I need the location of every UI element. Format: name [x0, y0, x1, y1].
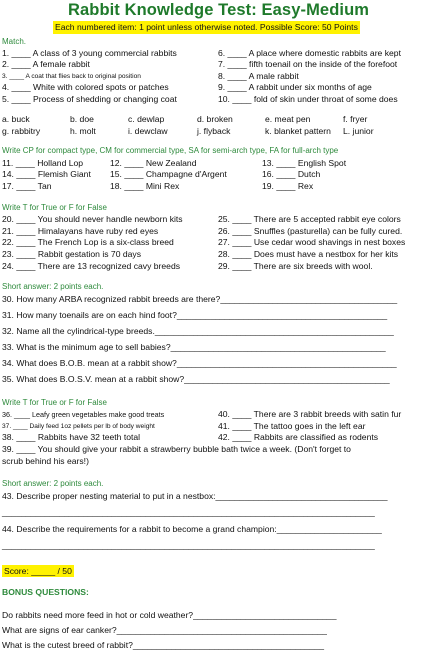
answer-line[interactable]: ______________________	[276, 524, 382, 534]
question-text: What is the cutest breed of rabbit?	[2, 640, 133, 650]
tf-item: 39. ____ You should give your rabbit a strawberry bubble bath twice a week. (Don't forget to	[2, 444, 351, 454]
match-item: 2. ____ A female rabbit	[2, 59, 90, 69]
match-item: 7. ____ fifth toenail on the inside of the forefoot	[218, 59, 398, 69]
tf-item: 26. ____ Snuffles (pasturella) can be fully cured.	[218, 226, 403, 236]
type-item: 13. ____ English Spot	[262, 158, 347, 168]
bonus-item	[2, 625, 327, 636]
match-choice: g. rabbitry	[2, 126, 41, 136]
scoring-note: Each numbered item: 1 point unless otherwise noted. Possible Score: 50 Points	[55, 22, 358, 32]
match-choice: h. molt	[70, 126, 96, 136]
tf-item: 24. ____ There are 13 recognized cavy breeds	[2, 261, 181, 271]
answer-line[interactable]: ______________________________	[193, 610, 337, 620]
answer-line[interactable]: _____________________________________	[220, 294, 398, 304]
match-choice: i. dewclaw	[128, 126, 168, 136]
question-text: 31. How many toenails are on each hind foot?	[2, 310, 177, 320]
type-item: 16. ____ Dutch	[262, 169, 321, 179]
match-choice: k. blanket pattern	[265, 126, 331, 136]
type-instruction: Write CP for compact type, CM for commercial type, SA for semi-arch type, FA for full-arch type	[2, 146, 339, 155]
match-choice: f. fryer	[343, 114, 368, 124]
question-text: What are signs of ear canker?	[2, 625, 117, 635]
tf-item: 41. ____ The tattoo goes in the left ear	[218, 421, 366, 431]
question-text: 35. What does B.O.S.V. mean at a rabbit show?	[2, 374, 185, 384]
match-item: 1. ____ A class of 3 young commercial rabbits	[2, 48, 177, 58]
tf-item: 25. ____ There are 5 accepted rabbit eye colors	[218, 214, 401, 224]
tf-instruction: Write T for True or F for False	[2, 203, 107, 212]
tf-item: 22. ____ The French Lop is a six-class breed	[2, 237, 174, 247]
score-field[interactable]: Score: _____ / 50	[4, 566, 72, 576]
short-answer-item	[2, 294, 397, 305]
match-choice: d. broken	[197, 114, 233, 124]
match-choice: c. dewlap	[128, 114, 165, 124]
bonus-item	[2, 610, 336, 621]
answer-line[interactable]: ______________________________________________	[176, 358, 397, 368]
tf-item: 37. ____ Daily feed 1oz pellets per lb of body weight	[2, 423, 155, 430]
type-item: 14. ____ Flemish Giant	[2, 169, 91, 179]
short-answer-item	[2, 358, 397, 369]
match-item: 3. ____ A coat that flies back to original position	[2, 73, 141, 80]
answer-line[interactable]: ________________________________________	[132, 640, 325, 650]
question-text: 32. Name all the cylindrical-type breeds.	[2, 326, 155, 336]
answer-line[interactable]: ______________________________________________________________________________	[2, 507, 375, 517]
short-answer-item	[2, 342, 386, 353]
type-item: 11. ____ Holland Lop	[2, 158, 84, 168]
tf-item: 40. ____ There are 3 rabbit breeds with satin fur	[218, 409, 402, 419]
question-text: 33. What is the minimum age to sell babies?	[2, 342, 171, 352]
question-text: 34. What does B.O.B. mean at a rabbit show?	[2, 358, 177, 368]
match-choice: b. doe	[70, 114, 94, 124]
match-item: 5. ____ Process of shedding or changing coat	[2, 94, 177, 104]
tf-item: 20. ____ You should never handle newborn kits	[2, 214, 183, 224]
match-choice: L. junior	[343, 126, 374, 136]
answer-line[interactable]: _____________________________________________	[170, 342, 386, 352]
type-item: 18. ____ Mini Rex	[110, 181, 180, 191]
answer-line[interactable]: __________________________________________________	[154, 326, 394, 336]
type-item: 17. ____ Tan	[2, 181, 52, 191]
match-item: 4. ____ White with colored spots or patches	[2, 82, 169, 92]
match-item: 9. ____ A rabbit under six months of age	[218, 82, 372, 92]
match-item: 6. ____ A place where domestic rabbits are kept	[218, 48, 401, 58]
type-item: 15. ____ Champagne d'Argent	[110, 169, 227, 179]
match-choice: j. flyback	[197, 126, 231, 136]
question-text: 30. How many ARBA recognized rabbit breeds are there?	[2, 294, 221, 304]
short-answer-item	[2, 326, 394, 337]
short-answer-item	[2, 491, 388, 502]
question-text: 43. Describe proper nesting material to put in a nestbox:	[2, 491, 216, 501]
match-instruction: Match.	[2, 37, 27, 46]
answer-line[interactable]: ______________________________________________________________________________	[2, 540, 375, 550]
match-item: 10. ____ fold of skin under throat of some does	[218, 94, 398, 104]
tf-item: 29. ____ There are six breeds with wool.	[218, 261, 373, 271]
match-item: 8. ____ A male rabbit	[218, 71, 299, 81]
tf-item-continued: scrub behind his ears!)	[2, 456, 89, 466]
bonus-item	[2, 640, 324, 651]
type-item: 12. ____ New Zealand	[110, 158, 197, 168]
page-title: Rabbit Knowledge Test: Easy-Medium	[67, 1, 370, 19]
type-item: 19. ____ Rex	[262, 181, 314, 191]
tf-instruction: Write T for True or F for False	[2, 398, 107, 407]
match-choice: a. buck	[2, 114, 30, 124]
short-answer-item	[2, 374, 390, 385]
bonus-heading: BONUS QUESTIONS:	[2, 587, 89, 597]
answer-line[interactable]: ____________________________________________	[176, 310, 388, 320]
short-answer-item	[2, 524, 382, 535]
answer-line[interactable]: ___________________________________________	[184, 374, 390, 384]
question-text: Do rabbits need more feed in hot or cold weather?	[2, 610, 194, 620]
short-answer-instruction: Short answer: 2 points each.	[2, 282, 104, 291]
answer-line[interactable]: ____________________________________________	[116, 625, 327, 635]
short-answer-instruction: Short answer: 2 points each.	[2, 479, 104, 488]
tf-item: 28. ____ Does must have a nestbox for her kits	[218, 249, 399, 259]
tf-item: 42. ____ Rabbits are classified as rodents	[218, 432, 379, 442]
tf-item: 21. ____ Himalayans have ruby red eyes	[2, 226, 159, 236]
short-answer-item	[2, 310, 387, 321]
answer-line[interactable]: ____________________________________	[215, 491, 388, 501]
question-text: 44. Describe the requirements for a rabbit to become a grand champion:	[2, 524, 277, 534]
tf-item: 27. ____ Use cedar wood shavings in nest boxes	[218, 237, 406, 247]
match-choice: e. meat pen	[265, 114, 311, 124]
tf-item: 23. ____ Rabbit gestation is 70 days	[2, 249, 142, 259]
tf-item: 36. ____ Leafy green vegetables make good treats	[2, 410, 165, 419]
tf-item: 38. ____ Rabbits have 32 teeth total	[2, 432, 141, 442]
